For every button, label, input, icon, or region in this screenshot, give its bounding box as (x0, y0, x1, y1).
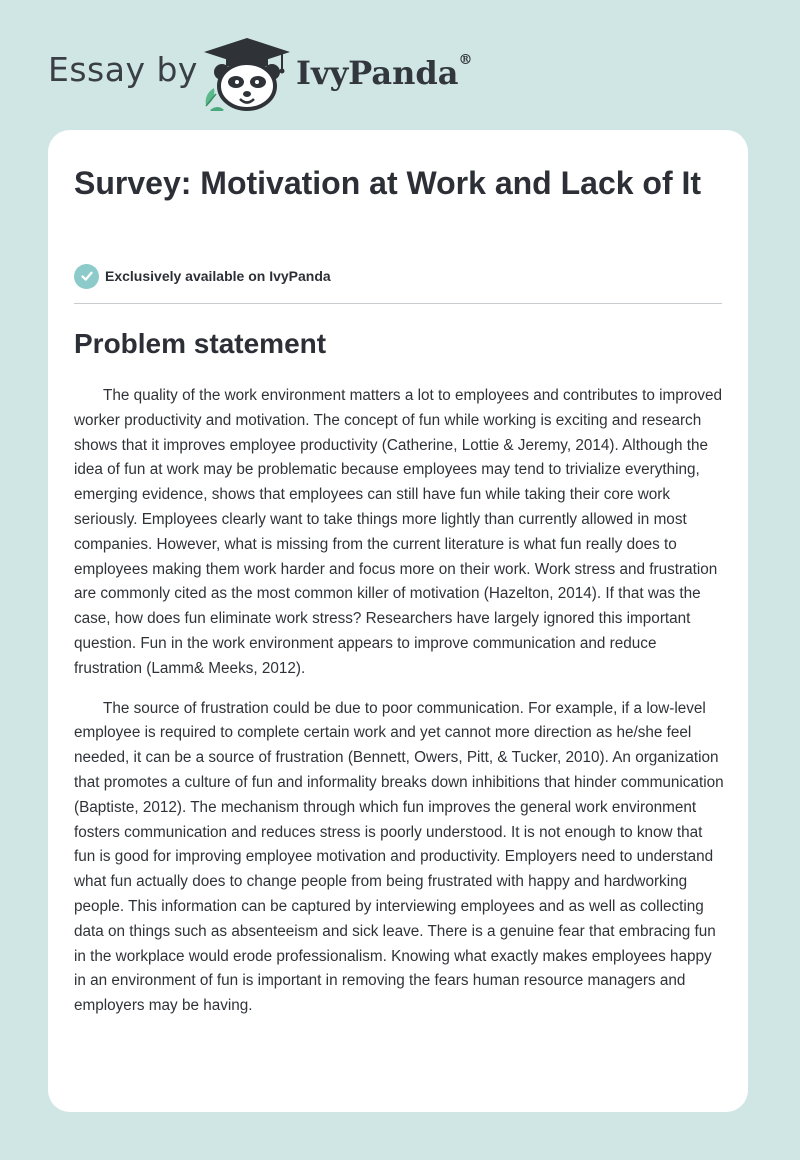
essay-title: Survey: Motivation at Work and Lack of It (74, 165, 702, 201)
registered-mark: ® (458, 52, 473, 68)
section-heading: Problem statement (74, 328, 327, 359)
essay-card (48, 130, 748, 1112)
essay-body (74, 384, 724, 1034)
paragraph-1: The quality of the work environment matters a lot to employees and contributes to improved worker productivity and motivation. The concept of fun while working is exciting and research shows that it improves employee productivity (Catherine, Lottie & Jeremy, 2014). Although the idea of fun at work may be problematic because employees may tend to trivialize everything, emerging evidence, shows that employees can still have fun while taking their core work seriously. Employees clearly want to take things more lightly than currently allowed in most companies. However, what is missing from the current literature is what fun really does to employees making them work harder and focus more on their work. Work stress and frustration are commonly cited as the most common killer of motivation (Hazelton, 2014). If that was the case, how does fun eliminate work stress? Researchers have largely ignored this important question. Fun in the work environment appears to improve communication and reduce frustration (Lamm& Meeks, 2012). (74, 387, 722, 677)
check-icon (74, 264, 99, 289)
divider (74, 303, 722, 304)
exclusive-badge (74, 263, 331, 289)
panda-graduate-logo[interactable] (200, 36, 295, 111)
site-header (0, 0, 800, 130)
brand-name[interactable] (296, 54, 472, 92)
exclusive-badge-text: Exclusively available on IvyPanda (105, 268, 331, 284)
essay-by-label: Essay by (48, 50, 198, 89)
paragraph-2: The source of frustration could be due to poor communication. For example, if a low-level employee is required to complete certain work and yet cannot more direction as he/she feel needed, it can be a source of frustration (Bennett, Owers, Pitt, & Tucker, 2010). An organization that promotes a culture of fun and informality breaks down inhibitions that hinder communication (Baptiste, 2012). The mechanism through which fun improves the general work environment fosters communication and reduces stress is poorly understood. It is not enough to know that fun is good for improving employee motivation and productivity. Employers need to understand what fun actually does to change people from being frustrated with happy and hardworking people. This information can be captured by interviewing employees and as well as collecting data on things such as absenteeism and sick leave. There is a genuine fear that embracing fun in the workplace would erode professionalism. Knowing what exactly makes employees happy in an environment of fun is important in removing the fears human resource managers and employers may be having. (74, 699, 724, 1015)
brand-name-text: IvyPanda (296, 54, 459, 92)
